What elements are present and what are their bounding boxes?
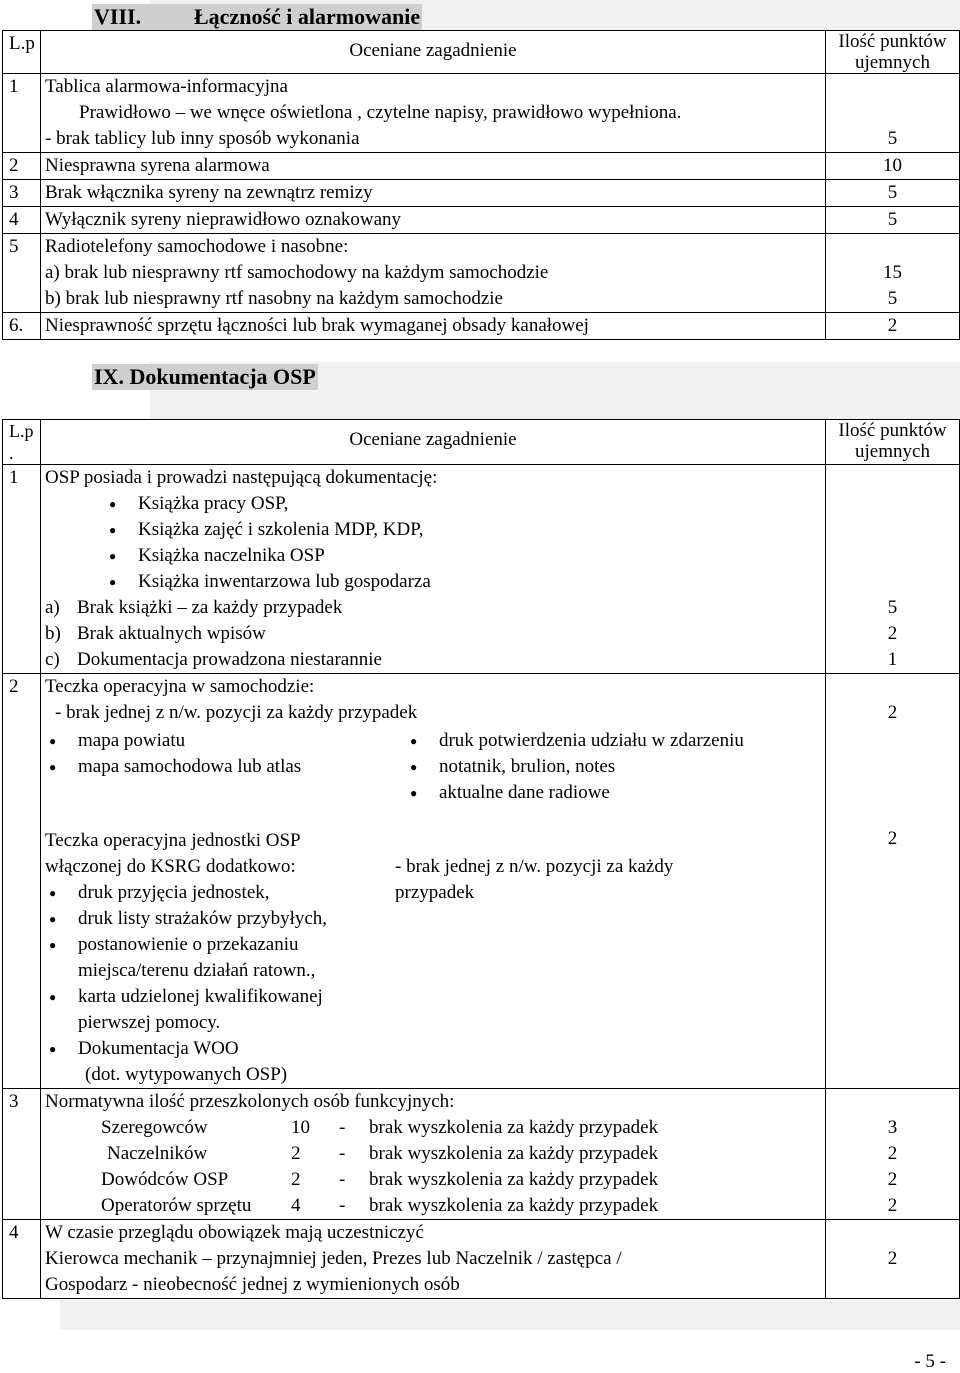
row-text: W czasie przeglądu obowiązek mają uczestniczyć Kierowca mechanik – przynajmniej jeden, Prezes lub Naczelnik / zastępca / Gospodarz - nieobecność jednej z wymienionych osób — [41, 1220, 826, 1299]
row-points: 3 2 2 2 — [826, 1089, 960, 1220]
table-row: 4 W czasie przeglądu obowiązek mają uczestniczyć Kierowca mechanik – przynajmniej jeden, Prezes lub Naczelnik / zastępca / Gospodarz - nieobecność jednej z wymienionych osób 2 — [3, 1220, 960, 1299]
section8-title — [92, 4, 422, 30]
table-row: 5 Radiotelefony samochodowe i nasobne: a) brak lub niesprawny rtf samochodowy na każdym samochodzie b) brak lub niesprawny rtf nasobny na każdym samochodzie 15 5 — [3, 234, 960, 313]
row-text: Radiotelefony samochodowe i nasobne: a) brak lub niesprawny rtf samochodowy na każdym samochodzie b) brak lub niesprawny rtf nasobny na każdym samochodzie — [41, 234, 826, 313]
row-points: 2 — [826, 1220, 960, 1299]
row-points: 5 2 1 — [826, 465, 960, 674]
topic-header: Oceniane zagadnienie — [41, 420, 826, 465]
section8-header-row — [3, 31, 960, 74]
section8-title-text: Łączność i alarmowanie — [194, 4, 421, 29]
row-text: Tablica alarmowa-informacyjna Prawidłowo – we wnęce oświetlona , czytelne napisy, prawidłowo wypełniona. - brak tablicy lub inny sposób wykonania — [41, 74, 826, 153]
row-points: 2 2 — [826, 674, 960, 1089]
section9-title — [92, 364, 318, 390]
points-header: Ilość punktów ujemnych — [826, 420, 960, 465]
lp-header: L.p . — [3, 420, 41, 465]
table-row: 3 Brak włącznika syreny na zewnątrz remizy 5 — [3, 180, 960, 207]
row-points: 5 — [826, 74, 960, 153]
row-text: Teczka operacyjna w samochodzie: - brak jednej z n/w. pozycji za każdy przypadek ● mapa powiatu ● mapa samochodowa lub atlas ● druk potwierdzenia udziału w zdarzeniu ● notatnik, brulion, notes ● aktualne dane radiowe Teczka operacyjna jednostki OSP włączonej do KSRG dodatkowo: ● druk przyjęcia jednostek, ● druk listy strażaków przybyłych, ● postanowienie o przekazaniu miejsca/terenu działań ratown., ● karta udzielonej kwalifikowanej pierwszej pomocy. ● Dokumentacja WOO (dot. wytypowanych OSP) - brak jednej z n/w. pozycji za każdy przypadek — [41, 674, 826, 1089]
row-text: Normatywna ilość przeszkolonych osób funkcyjnych: Szeregowców 10 - brak wyszkolenia za każdy przypadek Naczelników 2 - brak wyszkolenia za każdy przypadek Dowódców OSP 2 - brak wyszkolenia za każdy przypadek Operatorów sprzętu 4 - brak wyszkolenia za każdy przypadek — [41, 1089, 826, 1220]
points-header: Ilość punktów ujemnych — [826, 31, 960, 74]
section9-number: IX. — [94, 364, 124, 389]
topic-header: Oceniane zagadnienie — [41, 31, 826, 74]
page-number: - 5 - — [914, 1351, 946, 1372]
row-points: 15 5 — [826, 234, 960, 313]
table-row: 3 Normatywna ilość przeszkolonych osób funkcyjnych: Szeregowców 10 - brak wyszkolenia za każdy przypadek Naczelników 2 - brak wyszkolenia za każdy przypadek Dowódców OSP 2 - brak wyszkolenia za każdy przypadek Operatorów sprzętu 4 - brak wyszkolenia za każdy przypadek 3 2 2 2 — [3, 1089, 960, 1220]
table-row: 1 Tablica alarmowa-informacyjna Prawidłowo – we wnęce oświetlona , czytelne napisy, prawidłowo wypełniona. - brak tablicy lub inny sposób wykonania 5 — [3, 74, 960, 153]
section8-table — [2, 30, 960, 340]
section9-table — [2, 419, 960, 1299]
section9-header-row — [3, 420, 960, 465]
table-row: 4 Wyłącznik syreny nieprawidłowo oznakowany 5 — [3, 207, 960, 234]
table-row: 2 Niesprawna syrena alarmowa 10 — [3, 153, 960, 180]
row-text: OSP posiada i prowadzi następującą dokumentację: ● Książka pracy OSP, ● Książka zajęć i szkolenia MDP, KDP, ● Książka naczelnika OSP ● Książka inwentarzowa lub gospodarza a) Brak książki – za każdy przypadek b) Brak aktualnych wpisów c) Dokumentacja prowadzona niestarannie — [41, 465, 826, 674]
table-row: 1 OSP posiada i prowadzi następującą dokumentację: ● Książka pracy OSP, ● Książka zajęć i szkolenia MDP, KDP, ● Książka naczelnika OSP ● Książka inwentarzowa lub gospodarza a) Brak książki – za każdy przypadek b) Brak aktualnych wpisów c) Dokumentacja prowadzona niestarannie 5 2 1 — [3, 465, 960, 674]
lp-header: L.p — [3, 31, 41, 74]
gray-band-bottom — [60, 1300, 960, 1330]
table-row: 2 Teczka operacyjna w samochodzie: - brak jednej z n/w. pozycji za każdy przypadek ● mapa powiatu ● mapa samochodowa lub atlas ● druk potwierdzenia udziału w zdarzeniu ● notatnik, brulion, notes ● aktualne dane radiowe Teczka operacyjna jednostki OSP włączonej do KSRG dodatkowo: ● druk przyjęcia jednostek, ● druk listy strażaków przybyłych, ● postanowienie o przekazaniu miejsca/terenu działań ratown., ● karta udzielonej kwalifikowanej pierwszej pomocy. ● Dokumentacja WOO (dot. wytypowanych OSP) - brak jednej z n/w. pozycji za każdy przypadek 2 2 — [3, 674, 960, 1089]
section8-number: VIII. — [94, 4, 142, 29]
table-row: 6. Niesprawność sprzętu łączności lub brak wymaganej obsady kanałowej 2 — [3, 313, 960, 340]
section9-title-text: Dokumentacja OSP — [129, 364, 316, 389]
